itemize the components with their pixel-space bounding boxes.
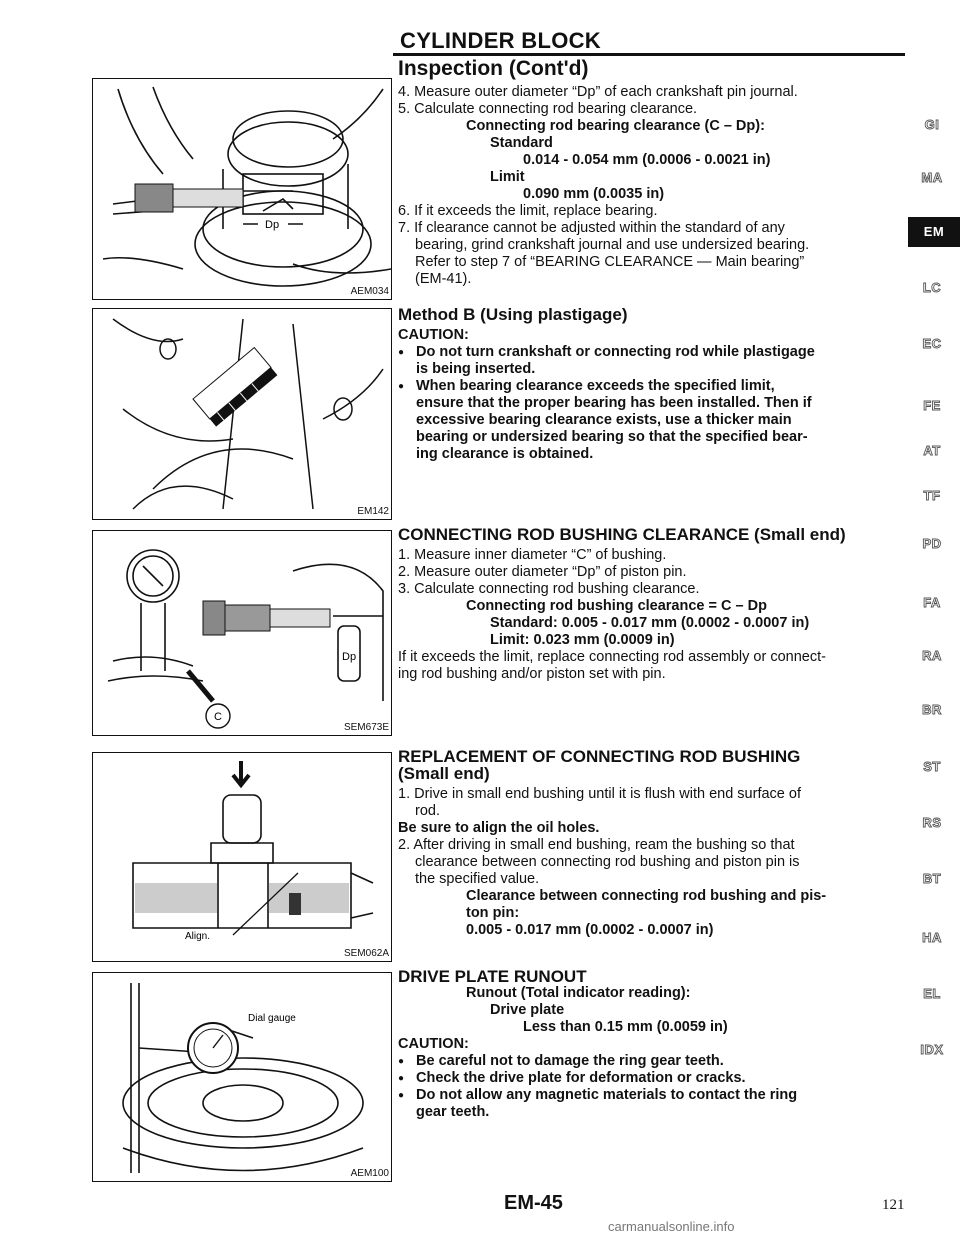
- replacement-section: [398, 748, 910, 939]
- caution-bullet: ● Check the drive plate for deformation or cracks.: [398, 1070, 910, 1087]
- fig3-dp-label: Dp: [342, 651, 357, 663]
- page-number: 121: [882, 1197, 905, 1213]
- bushing-note: If it exceeds the limit, replace connecting rod assembly or connect-: [398, 649, 826, 665]
- tab-fa[interactable]: FA: [923, 595, 941, 610]
- tab-idx[interactable]: IDX: [920, 1042, 944, 1057]
- step-4: 4. Measure outer diameter “Dp” of each crankshaft pin journal.: [398, 84, 798, 100]
- drive-plate-section: [398, 968, 910, 1121]
- figure-drive-plate-runout: [92, 972, 392, 1182]
- runout-item: Drive plate: [490, 1002, 565, 1018]
- step-6: 6. If it exceeds the limit, replace bearing.: [398, 203, 658, 219]
- figure-code: SEM673E: [343, 722, 389, 733]
- figure-code: AEM034: [350, 286, 389, 297]
- bushing-spec-formula: Connecting rod bushing clearance = C – Dp: [466, 598, 767, 614]
- step-7: 7. If clearance cannot be adjusted within the standard of any: [398, 220, 785, 236]
- tab-tf[interactable]: TF: [923, 488, 941, 503]
- step-5: 5. Calculate connecting rod bearing clearance.: [398, 101, 698, 117]
- fig3-c-label: C: [214, 711, 222, 723]
- caution-bullet: ● When bearing clearance exceeds the specified limit, ensure that the proper bearing has been installed. Then if excessive bearing clearance exists, use a thicker main bearing or undersized bearing so that the specified bear- ing clearance is obtained.: [398, 378, 910, 463]
- dial-gauge-illustration: [93, 973, 391, 1181]
- runout-value: Less than 0.15 mm (0.0059 in): [523, 1019, 728, 1035]
- tab-bt[interactable]: BT: [922, 871, 942, 886]
- bushing-step-2: 2. Measure outer diameter “Dp” of piston pin.: [398, 564, 687, 580]
- runout-label: Runout (Total indicator reading):: [466, 985, 691, 1001]
- figure-plastigage: [92, 308, 392, 520]
- caution-label: CAUTION:: [398, 1036, 469, 1052]
- fig4-align-label: Align.: [185, 931, 211, 942]
- fig1-dp-label: Dp: [265, 219, 280, 231]
- tab-fe[interactable]: FE: [923, 398, 941, 413]
- bushing-spec-standard: Standard: 0.005 - 0.017 mm (0.0002 - 0.0007 in): [490, 615, 810, 631]
- title-rule: [393, 53, 905, 56]
- spec-standard-label: Standard: [490, 135, 553, 151]
- tab-ma[interactable]: MA: [921, 170, 943, 185]
- crankshaft-micrometer-illustration: [93, 79, 391, 299]
- replace-spec-label-cont: ton pin:: [466, 905, 520, 921]
- tab-em[interactable]: EM: [908, 217, 960, 247]
- tab-el[interactable]: EL: [923, 986, 941, 1001]
- bore-gauge-micrometer-illustration: [93, 531, 391, 735]
- caution-bullet: ● Do not allow any magnetic materials to contact the ring gear teeth.: [398, 1087, 910, 1121]
- caution-bullet: ● Be careful not to damage the ring gear teeth.: [398, 1053, 910, 1070]
- tab-pd[interactable]: PD: [922, 536, 942, 551]
- tab-ra[interactable]: RA: [922, 648, 942, 663]
- section-subtitle: Inspection (Cont'd): [398, 57, 589, 80]
- tab-lc[interactable]: LC: [922, 280, 942, 295]
- replace-step-2: 2. After driving in small end bushing, ream the bushing so that: [398, 837, 795, 853]
- replace-step-1-cont: rod.: [415, 803, 440, 819]
- bushing-press-illustration: [93, 753, 391, 961]
- method-b-heading: Method B (Using plastigage): [398, 305, 628, 324]
- plastigage-strip: [193, 348, 277, 427]
- spec-heading: Connecting rod bearing clearance (C – Dp):: [466, 118, 765, 134]
- step-7-cont: bearing, grind crankshaft journal and use undersized bearing.: [415, 237, 810, 253]
- bushing-clearance-heading: CONNECTING ROD BUSHING CLEARANCE (Small end): [398, 525, 846, 544]
- bushing-step-3: 3. Calculate connecting rod bushing clearance.: [398, 581, 700, 597]
- step-7-cont: Refer to step 7 of “BEARING CLEARANCE — Main bearing”: [415, 254, 805, 270]
- replace-step-1: 1. Drive in small end bushing until it is flush with end surface of: [398, 786, 801, 802]
- replacement-heading: REPLACEMENT OF CONNECTING ROD BUSHING: [398, 747, 801, 766]
- page-code: EM-45: [504, 1192, 563, 1214]
- replace-spec-label: Clearance between connecting rod bushing and pis-: [466, 888, 827, 904]
- method-b-section: [398, 306, 910, 463]
- figure-bushing-install: [92, 752, 392, 962]
- figure-bushing-measure: [92, 530, 392, 736]
- replace-step-2-cont: the specified value.: [415, 871, 540, 887]
- spec-limit-value: 0.090 mm (0.0035 in): [523, 186, 665, 202]
- bushing-note-cont: ing rod bushing and/or piston set with pin.: [398, 666, 666, 682]
- page-title: CYLINDER BLOCK: [400, 28, 601, 53]
- bushing-step-1: 1. Measure inner diameter “C” of bushing.: [398, 547, 667, 563]
- figure-code: EM142: [357, 506, 389, 517]
- replace-note: Be sure to align the oil holes.: [398, 820, 600, 836]
- tab-rs[interactable]: RS: [922, 815, 942, 830]
- replace-spec-value: 0.005 - 0.017 mm (0.0002 - 0.0007 in): [466, 922, 714, 938]
- step-7-cont: (EM-41).: [415, 271, 472, 287]
- tab-st[interactable]: ST: [923, 759, 941, 774]
- figure-code: SEM062A: [343, 948, 389, 959]
- drive-plate-heading: DRIVE PLATE RUNOUT: [398, 967, 587, 986]
- spec-standard-value: 0.014 - 0.054 mm (0.0006 - 0.0021 in): [523, 152, 771, 168]
- tab-gi[interactable]: GI: [924, 117, 940, 132]
- caution-bullet: ● Do not turn crankshaft or connecting rod while plastigage is being inserted.: [398, 344, 910, 378]
- tab-br[interactable]: BR: [922, 702, 942, 717]
- bushing-clearance-section: [398, 526, 910, 683]
- spec-limit-label: Limit: [490, 169, 525, 185]
- replacement-heading-sub: (Small end): [398, 764, 490, 783]
- tab-ha[interactable]: HA: [922, 930, 942, 945]
- inspection-steps: [398, 84, 910, 288]
- tab-at[interactable]: AT: [923, 443, 941, 458]
- plastigage-illustration: [93, 309, 391, 519]
- watermark: carmanualsonline.info: [608, 1219, 735, 1234]
- fig5-dial-gauge-label: Dial gauge: [248, 1013, 296, 1024]
- figure-crankshaft-pin-measure: [92, 78, 392, 300]
- tab-ec[interactable]: EC: [922, 336, 942, 351]
- figure-code: AEM100: [350, 1168, 389, 1179]
- replace-step-2-cont: clearance between connecting rod bushing and piston pin is: [415, 854, 800, 870]
- bushing-spec-limit: Limit: 0.023 mm (0.0009 in): [490, 632, 675, 648]
- caution-label: CAUTION:: [398, 327, 469, 343]
